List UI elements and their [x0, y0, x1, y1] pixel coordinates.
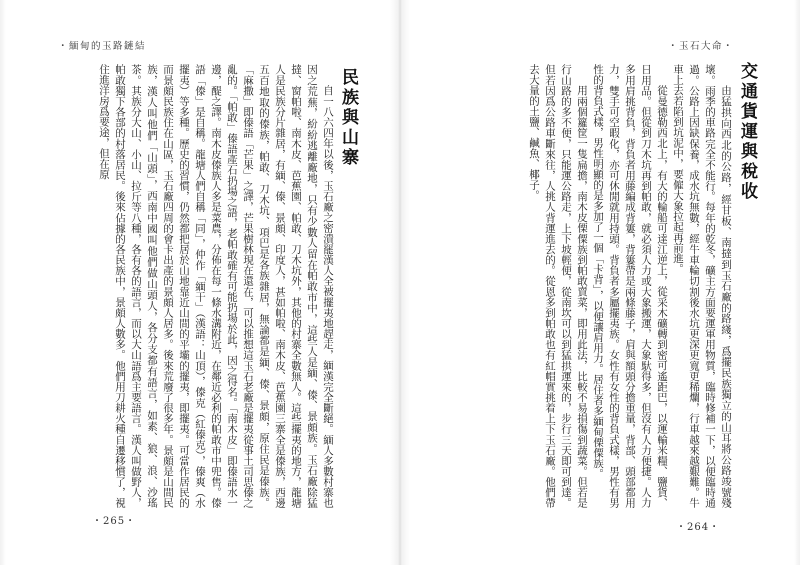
paragraph: 用兩個籮筐一隻扁擔，南木皮傈僳族到帕敢賣菜，即用此法，比較不易損傷到蔬菜。但若是行山路的多不便，只能運公路走，上下坡輕便，從南坎可以到猛拱運來的，步行三天即可到達。但若因爲公路車斷來往，人挑人背運進去的。從恩多到帕敢也有紅帽實挑着上下玉石廠。他們帶去大量的土鹽、鹹魚、椰子。 — [528, 64, 588, 508]
right-section-title: 交通貨運與稅收 — [737, 62, 757, 202]
left-running-header: ・緬甸的玉路鏈結 — [58, 41, 147, 52]
paragraph: 從曼德勒西北上，有大的輪船可達江逆上，從采木礦轉到密可遙距巴，以運輸米糧、鹽貨、日用品。但從到刀木坑再到帕敢，就必須人力或大象搬運，大象馱得多，但沒有人力便捷。人力多用肩挑背負，背負者用藤編成背簍，背簍帶是兩條藤子，肩與額頭分擔重量，背部、頭部都用力，雙手可空暇化，亦可休閒就用持頭。背負者多屬擺夷族。女性有女性的背負式樣，男性有男性的背負式樣，男性明顯的是多加了一個「卡背」，以便讓肩用力。居住者多緬甸傈僳族。 — [592, 64, 668, 508]
paragraph: 自一八六四年以後，玉石廠之密潰罷漢人全被擺夷地趕走，緬漢完全斷絕。緬人多數村寨也因之荒蕪，紛紛逃離廠地，只有少數人留在帕敢市中，這些人是緬、傣、景頗族。玉石廠除猛撻、窗帕啦、南木皮、芭蕉園、帕敢、刀木坑外，其他的村寨全數無人。這些擺夷的地方，龍塘人是民族分片雜居，有緬、傣、景頗、印度人，甚如帕啦、南木皮、芭蕉園三寨全是傣族，西邊五百地取的傣族，帕敢、刀木坑、項巴是各族雜居，無論都是緬、傣、景頗，原住民是傣族。「麻撒」即傣語「芒果」之譯，芒果樹林現在還在，可以推想這玉石老廠是擺夷從事土司思傣之亂的。「帕敢」傣語產石扔場之語，老帕敢確有可能扔場於此，因之得名。「南木皮」即傣語水一邊，醍之譯。南木皮傣族人多是菜農，分佈在每一條水溝附近，在鄰近必利的帕敢市中兜售。傣語「傣」是自稱。龍塘人們自稱「同」，仲作「緬干」（漢語：山頂），傣克（紅傣克），傣爽（水擺夷）等多種。歷史的習慣，仍然都把居於山地靠近山間的平壩的擺夷，即擺夷。可當作居民的而景頗民族住在山區，玉石廠四周的會卡出產的景頗人居多。後來荒廢了很多年。景頗是山間民族，漢人叫他們「山頭」，西南中國叫他們做山頭人，各分支都有語言，如素、狼、浪、沙瑤茶。其族分大山、小山、拉斤等八種，各有各的語言，而以大山語爲主要語言。漢人叫做野人，帕敢獨下各部的村落居民。後來佔據的各民族中，景頗人數多。他們用刀耕火種自遷移慣了，視住進洋房爲要途，但在原 — [98, 64, 334, 508]
right-running-header: ・玉石大命・ — [668, 41, 735, 52]
right-body-text — [404, 64, 734, 508]
paragraph: 由猛拱向西北的公路，經甘板、南撻到玉石廠的路綫，爲擺民族獨立的山耳將公路竣號殘壞。雨季的車路完全不能行。每年的乾冬，礦主方面要運軍用物質，臨時修補一下，以便臨時通過。公路上因缺保養，成水坑無數，經牛車輪切割後水坑更深更寬更稀爛，行車越來越艱難。牛車上去若陷到坑泥中，要僱大象拉起再前進。 — [672, 64, 732, 508]
right-page — [400, 0, 800, 565]
left-section-title: 民族與山寨 — [338, 68, 358, 168]
left-page-number: ・265・ — [92, 516, 137, 527]
left-body-text — [76, 64, 336, 508]
right-page-number: ・264・ — [676, 522, 721, 533]
